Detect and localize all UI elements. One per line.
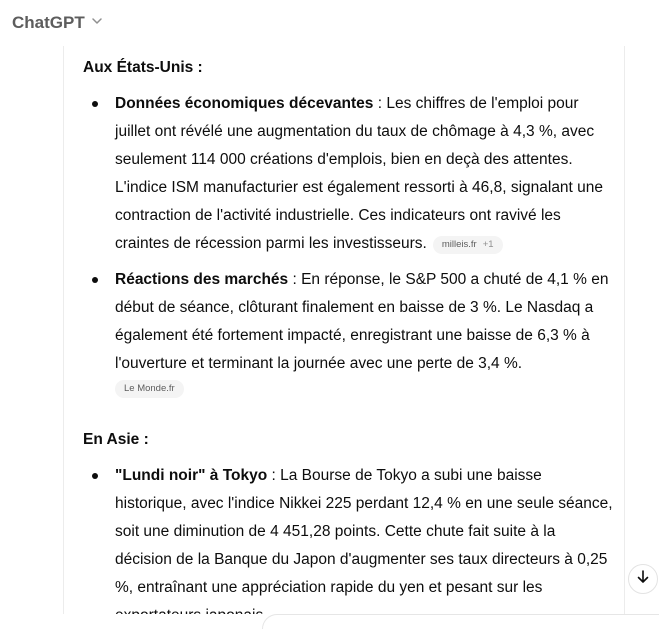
item-text: : Les chiffres de l'emploi pour juillet ont révélé une augmentation du taux de chômage à 4,3 %, avec seulement 114 000 créations d'emplois, bien en deçà des attentes. L'indice ISM manufacturier est également ressorti à 46,8, signalant une contraction de l'activité industrielle. Ces indicateurs ont ravivé les craintes de récession parmi les investisseurs. [115, 95, 604, 252]
scroll-to-bottom-button[interactable] [628, 564, 658, 594]
list-item [83, 462, 613, 630]
list-item [83, 266, 613, 398]
conversation-divider-left [63, 46, 64, 629]
item-heading: "Lundi noir" à Tokyo [115, 467, 268, 484]
asia-list [83, 462, 613, 630]
item-text: : En réponse, le S&P 500 a chuté de 4,1 % en début de séance, clôturant finalement en baisse de 3 %. Le Nasdaq a également été fortement impacté, enregistrant une baisse de 6,3 % à l'ouverture et terminant la journée avec une perte de 3,4 %. [115, 271, 609, 372]
item-heading: Données économiques décevantes [115, 95, 374, 112]
source-label: milleis.fr [441, 239, 477, 250]
section-title-us: Aux États-Unis : [83, 59, 203, 76]
arrow-down-icon [635, 569, 651, 590]
model-label: ChatGPT [12, 13, 85, 32]
source-more-count: +1 [482, 239, 494, 250]
source-chip[interactable] [115, 380, 184, 398]
composer-edge [262, 614, 659, 629]
source-label: Le Monde.fr [124, 383, 175, 394]
assistant-message [83, 54, 613, 614]
section-title-asia: En Asie : [83, 431, 149, 448]
top-bar [0, 0, 659, 46]
item-text: : La Bourse de Tokyo a subi une baisse historique, avec l'indice Nikkei 225 perdant 12,4 % en une seule séance, soit une diminution de 4 451,28 points. Cette chute fait suite à la décision de la Banque du Japon d'augmenter ses taux directeurs à 0,25 %, entraînant une appréciation rapide du yen et pesant sur les [115, 467, 613, 596]
us-list [83, 90, 613, 398]
list-item [83, 90, 613, 258]
chevron-down-icon [91, 12, 103, 32]
conversation-divider-right [624, 46, 625, 629]
source-chip[interactable] [433, 236, 503, 254]
item-heading: Réactions des marchés [115, 271, 289, 288]
model-selector-button[interactable] [12, 13, 103, 33]
